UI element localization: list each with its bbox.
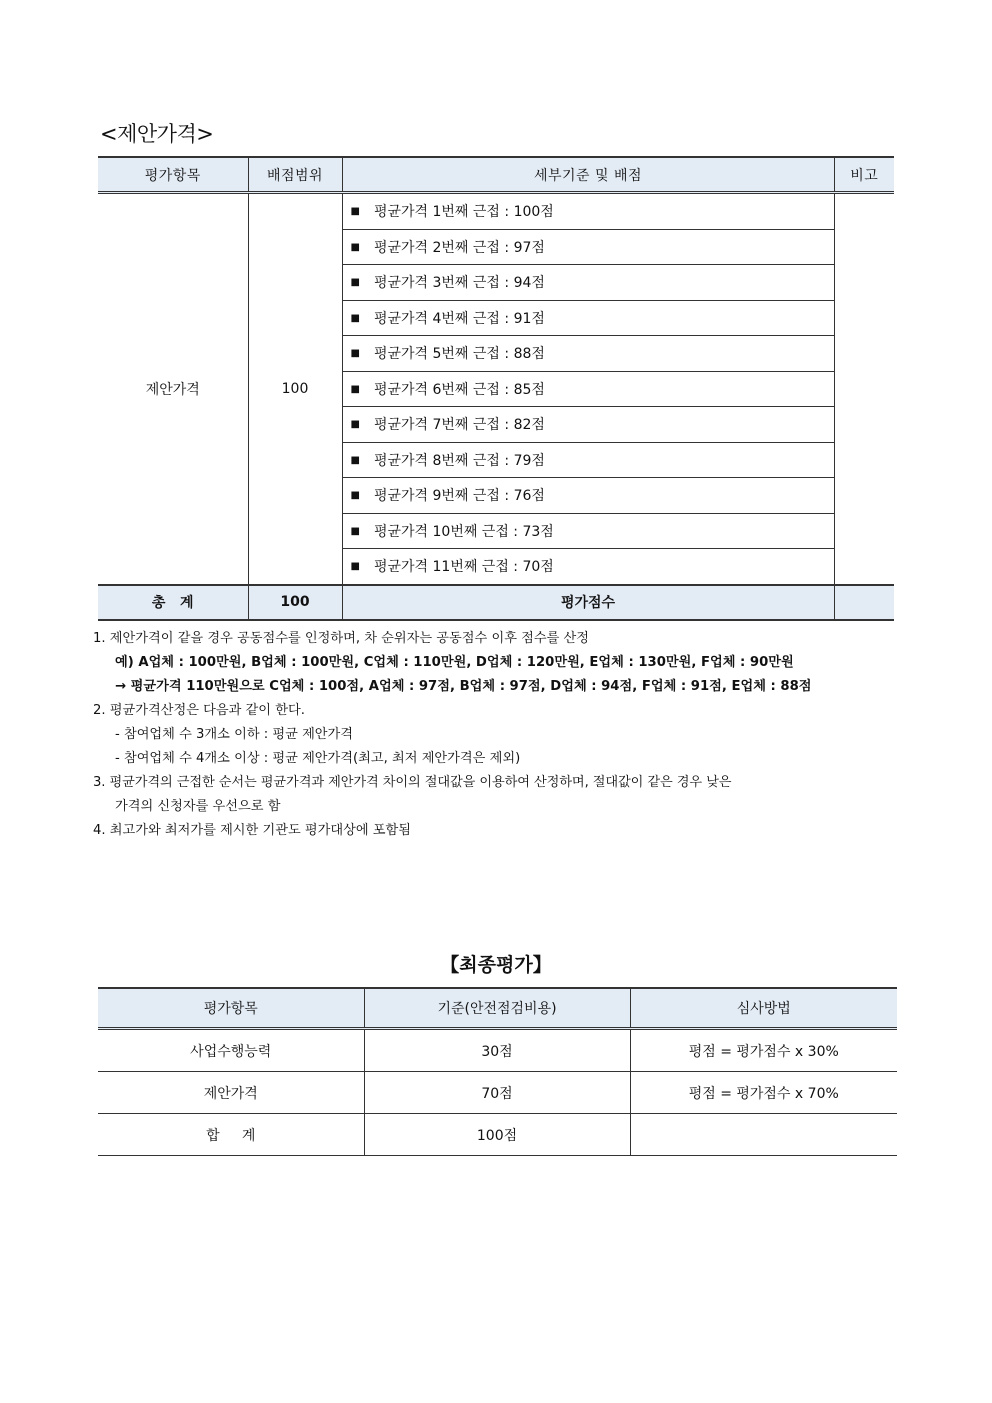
final-method: 평점 = 평가점수 x 70% [630,1072,897,1114]
final-evaluation-title: 【최종평가】 [440,954,552,976]
table-row [98,1029,897,1072]
bullet-icon: ■ [350,525,360,537]
criterion-text: 평균가격 6번째 근접 : 85점 [373,381,545,398]
criterion-text: 평균가격 1번째 근접 : 100점 [373,204,554,221]
note-2-b: - 참여업체 수 4개소 이상 : 평균 제안가격(최고, 최저 제안가격은 제외) [115,751,521,766]
final-header-method: 심사방법 [630,988,897,1029]
table-row [98,193,894,230]
note-1-example-1: 예) A업체 : 100만원, B업체 : 100만원, C업체 : 110만원, D업체 : 120만원, E업체 : 130만원, F업체 : 90만원 [115,655,794,670]
total-value: 100 [248,585,342,620]
final-criteria: 100점 [364,1114,630,1156]
criterion-cell [342,300,834,336]
total-row [98,1114,897,1156]
range-cell: 100 [248,193,342,585]
criterion-cell [342,265,834,301]
header-item: 평가항목 [98,157,248,193]
total-label: 총 계 [98,585,248,620]
total-desc: 평가점수 [342,585,834,620]
table-row [98,1072,897,1114]
criterion-text: 평균가격 7번째 근접 : 82점 [373,417,545,434]
criterion-text: 평균가격 4번째 근접 : 91점 [373,310,545,327]
bullet-icon: ■ [350,419,360,431]
notes [93,627,899,843]
criterion-text: 평균가격 8번째 근접 : 79점 [373,452,545,469]
bullet-icon: ■ [350,383,360,395]
header-criteria: 세부기준 및 배점 [342,157,834,193]
bullet-icon: ■ [350,312,360,324]
criterion-cell [342,336,834,372]
criterion-cell [342,407,834,443]
final-header-criteria: 기준(안전점검비용) [364,988,630,1029]
header-remarks: 비고 [834,157,894,193]
bullet-icon: ■ [350,241,360,253]
note-3-line-1: 3. 평균가격의 근접한 순서는 평균가격과 제안가격 차이의 절대값을 이용하여 산정하며, 절대값이 같은 경우 낮은 [93,775,732,790]
bullet-icon: ■ [350,206,360,218]
note-4: 4. 최고가와 최저가를 제시한 기관도 평가대상에 포함됨 [93,823,411,838]
criterion-cell [342,193,834,230]
final-criteria: 70점 [364,1072,630,1114]
final-evaluation-table [98,987,897,1156]
table-header-row [98,157,894,193]
table-header-row [98,988,897,1029]
criterion-cell [342,371,834,407]
final-header-item: 평가항목 [98,988,364,1029]
total-remarks [834,585,894,620]
criterion-cell [342,513,834,549]
criterion-cell [342,478,834,514]
total-row [98,585,894,620]
criterion-text: 평균가격 5번째 근접 : 88점 [373,346,545,363]
criterion-cell [342,442,834,478]
criterion-text: 평균가격 11번째 근접 : 70점 [373,559,554,576]
bullet-icon: ■ [350,490,360,502]
bullet-icon: ■ [350,348,360,360]
criterion-text: 평균가격 3번째 근접 : 94점 [373,275,545,292]
note-2: 2. 평균가격산정은 다음과 같이 한다. [93,703,305,718]
criterion-cell [342,229,834,265]
remarks-cell [834,193,894,585]
final-item: 사업수행능력 [98,1029,364,1072]
header-range: 배점범위 [248,157,342,193]
final-item: 합 계 [98,1114,364,1156]
criterion-text: 평균가격 2번째 근접 : 97점 [373,239,545,256]
note-1-example-2: → 평균가격 110만원으로 C업체 : 100점, A업체 : 97점, B업체 : 97점, D업체 : 94점, F업체 : 91점, E업체 : 88점 [115,679,812,694]
note-3-line-2: 가격의 신청자를 우선으로 함 [115,799,281,814]
final-method [630,1114,897,1156]
final-item: 제안가격 [98,1072,364,1114]
bullet-icon: ■ [350,561,360,573]
bullet-icon: ■ [350,454,360,466]
criterion-text: 평균가격 10번째 근접 : 73점 [373,523,554,540]
final-method: 평점 = 평가점수 x 30% [630,1029,897,1072]
bullet-icon: ■ [350,277,360,289]
note-1: 1. 제안가격이 같을 경우 공동점수를 인정하며, 차 순위자는 공동점수 이후 점수를 산정 [93,631,590,646]
note-2-a: - 참여업체 수 3개소 이하 : 평균 제안가격 [115,727,354,742]
price-evaluation-table [98,156,894,621]
item-cell: 제안가격 [98,193,248,585]
criterion-text: 평균가격 9번째 근접 : 76점 [373,488,545,505]
criterion-cell [342,549,834,585]
final-criteria: 30점 [364,1029,630,1072]
section-title: <제안가격> [100,122,214,146]
